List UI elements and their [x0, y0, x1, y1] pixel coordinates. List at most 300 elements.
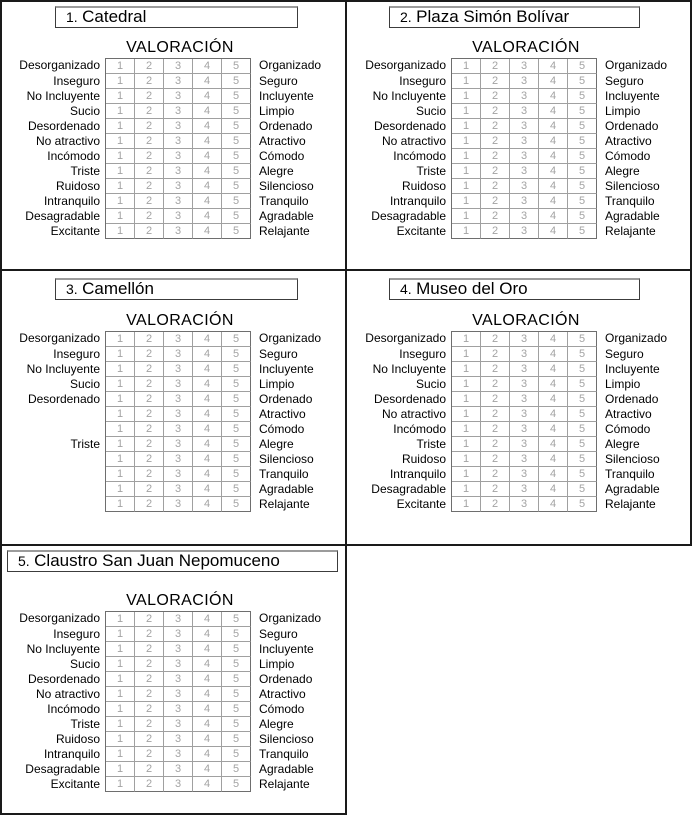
rating-cell[interactable]: 5	[568, 362, 597, 377]
rating-cell[interactable]: 5	[568, 224, 597, 239]
rating-cell[interactable]: 5	[222, 377, 251, 392]
rating-cell[interactable]: 2	[135, 164, 164, 179]
rating-cell[interactable]: 2	[135, 209, 164, 224]
rating-cell[interactable]: 2	[135, 332, 164, 347]
rating-cell[interactable]: 4	[539, 134, 568, 149]
rating-cell[interactable]: 2	[481, 194, 510, 209]
rating-cell[interactable]: 2	[135, 672, 164, 687]
rating-cell[interactable]: 1	[452, 392, 481, 407]
rating-cell[interactable]: 5	[222, 762, 251, 777]
rating-cell[interactable]: 1	[106, 332, 135, 347]
rating-cell[interactable]: 2	[481, 332, 510, 347]
rating-cell[interactable]: 4	[193, 392, 222, 407]
rating-cell[interactable]: 2	[481, 149, 510, 164]
rating-cell[interactable]: 2	[135, 224, 164, 239]
rating-cell[interactable]: 2	[135, 104, 164, 119]
rating-cell[interactable]: 3	[164, 347, 193, 362]
rating-cell[interactable]: 4	[193, 657, 222, 672]
rating-cell[interactable]: 5	[222, 59, 251, 74]
rating-cell[interactable]: 1	[452, 134, 481, 149]
rating-cell[interactable]: 1	[106, 164, 135, 179]
rating-cell[interactable]: 2	[135, 437, 164, 452]
rating-cell[interactable]: 3	[164, 149, 193, 164]
rating-cell[interactable]: 5	[222, 134, 251, 149]
rating-cell[interactable]: 3	[510, 407, 539, 422]
rating-cell[interactable]: 2	[135, 422, 164, 437]
rating-cell[interactable]: 3	[164, 332, 193, 347]
rating-cell[interactable]: 5	[568, 119, 597, 134]
rating-cell[interactable]: 2	[135, 392, 164, 407]
rating-cell[interactable]: 3	[164, 179, 193, 194]
rating-cell[interactable]: 4	[193, 377, 222, 392]
rating-cell[interactable]: 2	[481, 407, 510, 422]
rating-cell[interactable]: 3	[510, 104, 539, 119]
rating-cell[interactable]: 5	[222, 179, 251, 194]
rating-cell[interactable]: 2	[481, 119, 510, 134]
rating-cell[interactable]: 3	[164, 612, 193, 627]
rating-cell[interactable]: 3	[164, 437, 193, 452]
rating-cell[interactable]: 1	[106, 497, 135, 512]
rating-cell[interactable]: 2	[135, 119, 164, 134]
rating-cell[interactable]: 2	[481, 74, 510, 89]
rating-cell[interactable]: 1	[452, 179, 481, 194]
rating-cell[interactable]: 4	[193, 362, 222, 377]
rating-cell[interactable]: 3	[164, 119, 193, 134]
rating-cell[interactable]: 5	[222, 467, 251, 482]
rating-cell[interactable]: 2	[135, 377, 164, 392]
rating-cell[interactable]: 2	[481, 164, 510, 179]
rating-cell[interactable]: 2	[135, 179, 164, 194]
rating-cell[interactable]: 4	[193, 702, 222, 717]
rating-cell[interactable]: 1	[452, 452, 481, 467]
rating-cell[interactable]: 5	[568, 347, 597, 362]
rating-cell[interactable]: 3	[164, 702, 193, 717]
rating-cell[interactable]: 5	[222, 612, 251, 627]
rating-cell[interactable]: 3	[164, 762, 193, 777]
rating-cell[interactable]: 1	[106, 224, 135, 239]
rating-cell[interactable]: 2	[481, 422, 510, 437]
rating-cell[interactable]: 2	[135, 149, 164, 164]
rating-cell[interactable]: 1	[106, 627, 135, 642]
rating-cell[interactable]: 1	[452, 422, 481, 437]
rating-cell[interactable]: 5	[222, 642, 251, 657]
rating-cell[interactable]: 4	[539, 89, 568, 104]
rating-cell[interactable]: 4	[193, 194, 222, 209]
rating-cell[interactable]: 1	[106, 732, 135, 747]
rating-cell[interactable]: 2	[135, 407, 164, 422]
rating-cell[interactable]: 3	[510, 179, 539, 194]
rating-cell[interactable]: 5	[568, 437, 597, 452]
rating-cell[interactable]: 1	[106, 702, 135, 717]
rating-cell[interactable]: 5	[568, 422, 597, 437]
rating-cell[interactable]: 4	[193, 89, 222, 104]
rating-cell[interactable]: 1	[106, 467, 135, 482]
rating-cell[interactable]: 5	[568, 134, 597, 149]
rating-cell[interactable]: 5	[222, 224, 251, 239]
rating-cell[interactable]: 5	[568, 452, 597, 467]
rating-cell[interactable]: 2	[481, 392, 510, 407]
rating-cell[interactable]: 2	[135, 657, 164, 672]
rating-cell[interactable]: 1	[106, 179, 135, 194]
rating-cell[interactable]: 4	[193, 482, 222, 497]
rating-cell[interactable]: 2	[135, 482, 164, 497]
rating-cell[interactable]: 4	[539, 422, 568, 437]
rating-cell[interactable]: 4	[539, 179, 568, 194]
rating-cell[interactable]: 4	[193, 452, 222, 467]
rating-cell[interactable]: 2	[481, 209, 510, 224]
rating-cell[interactable]: 3	[510, 134, 539, 149]
rating-cell[interactable]: 2	[135, 89, 164, 104]
rating-cell[interactable]: 1	[106, 452, 135, 467]
rating-cell[interactable]: 5	[568, 59, 597, 74]
rating-cell[interactable]: 3	[510, 332, 539, 347]
rating-cell[interactable]: 3	[510, 209, 539, 224]
rating-cell[interactable]: 1	[106, 194, 135, 209]
rating-cell[interactable]: 3	[510, 74, 539, 89]
rating-cell[interactable]: 4	[539, 437, 568, 452]
rating-cell[interactable]: 4	[193, 224, 222, 239]
rating-cell[interactable]: 5	[222, 702, 251, 717]
rating-cell[interactable]: 3	[510, 149, 539, 164]
rating-cell[interactable]: 2	[135, 777, 164, 792]
rating-cell[interactable]: 2	[481, 347, 510, 362]
rating-cell[interactable]: 2	[481, 467, 510, 482]
rating-cell[interactable]: 4	[193, 777, 222, 792]
rating-cell[interactable]: 1	[106, 612, 135, 627]
rating-cell[interactable]: 4	[539, 497, 568, 512]
rating-cell[interactable]: 3	[164, 194, 193, 209]
rating-cell[interactable]: 4	[539, 347, 568, 362]
rating-cell[interactable]: 3	[510, 362, 539, 377]
rating-cell[interactable]: 3	[510, 482, 539, 497]
rating-cell[interactable]: 1	[106, 422, 135, 437]
rating-cell[interactable]: 2	[481, 104, 510, 119]
rating-cell[interactable]: 3	[164, 59, 193, 74]
rating-cell[interactable]: 2	[135, 467, 164, 482]
rating-cell[interactable]: 5	[568, 179, 597, 194]
rating-cell[interactable]: 1	[106, 672, 135, 687]
rating-cell[interactable]: 1	[452, 407, 481, 422]
rating-cell[interactable]: 2	[135, 497, 164, 512]
rating-cell[interactable]: 3	[164, 717, 193, 732]
rating-cell[interactable]: 4	[539, 164, 568, 179]
rating-cell[interactable]: 2	[135, 362, 164, 377]
rating-cell[interactable]: 5	[222, 717, 251, 732]
rating-cell[interactable]: 5	[568, 332, 597, 347]
rating-cell[interactable]: 4	[193, 422, 222, 437]
rating-cell[interactable]: 4	[193, 164, 222, 179]
rating-cell[interactable]: 3	[164, 377, 193, 392]
rating-cell[interactable]: 3	[164, 422, 193, 437]
rating-cell[interactable]: 3	[164, 209, 193, 224]
rating-cell[interactable]: 5	[222, 497, 251, 512]
rating-cell[interactable]: 3	[510, 119, 539, 134]
rating-cell[interactable]: 3	[510, 59, 539, 74]
rating-cell[interactable]: 2	[135, 642, 164, 657]
rating-cell[interactable]: 3	[164, 362, 193, 377]
rating-cell[interactable]: 3	[510, 89, 539, 104]
rating-cell[interactable]: 1	[452, 74, 481, 89]
rating-cell[interactable]: 4	[193, 347, 222, 362]
rating-cell[interactable]: 5	[568, 377, 597, 392]
rating-cell[interactable]: 1	[106, 362, 135, 377]
rating-cell[interactable]: 1	[106, 119, 135, 134]
rating-cell[interactable]: 5	[222, 482, 251, 497]
rating-cell[interactable]: 5	[222, 732, 251, 747]
rating-cell[interactable]: 4	[193, 437, 222, 452]
rating-cell[interactable]: 4	[539, 59, 568, 74]
rating-cell[interactable]: 4	[539, 104, 568, 119]
rating-cell[interactable]: 1	[452, 437, 481, 452]
rating-cell[interactable]: 1	[106, 377, 135, 392]
rating-cell[interactable]: 4	[539, 332, 568, 347]
rating-cell[interactable]: 1	[452, 332, 481, 347]
rating-cell[interactable]: 1	[452, 59, 481, 74]
rating-cell[interactable]: 3	[164, 687, 193, 702]
rating-cell[interactable]: 5	[568, 149, 597, 164]
rating-cell[interactable]: 4	[193, 747, 222, 762]
rating-cell[interactable]: 2	[135, 717, 164, 732]
rating-cell[interactable]: 5	[222, 89, 251, 104]
rating-cell[interactable]: 1	[106, 777, 135, 792]
rating-cell[interactable]: 5	[222, 362, 251, 377]
rating-cell[interactable]: 4	[539, 149, 568, 164]
rating-cell[interactable]: 2	[481, 497, 510, 512]
rating-cell[interactable]: 5	[222, 747, 251, 762]
rating-cell[interactable]: 5	[222, 164, 251, 179]
rating-cell[interactable]: 3	[164, 657, 193, 672]
rating-cell[interactable]: 5	[222, 777, 251, 792]
rating-cell[interactable]: 3	[164, 747, 193, 762]
rating-cell[interactable]: 4	[539, 377, 568, 392]
rating-cell[interactable]: 5	[568, 482, 597, 497]
rating-cell[interactable]: 4	[539, 194, 568, 209]
rating-cell[interactable]: 3	[164, 467, 193, 482]
rating-cell[interactable]: 1	[452, 119, 481, 134]
rating-cell[interactable]: 5	[568, 89, 597, 104]
rating-cell[interactable]: 4	[193, 179, 222, 194]
rating-cell[interactable]: 2	[135, 612, 164, 627]
rating-cell[interactable]: 2	[135, 702, 164, 717]
rating-cell[interactable]: 3	[164, 627, 193, 642]
rating-cell[interactable]: 4	[193, 642, 222, 657]
rating-cell[interactable]: 4	[193, 717, 222, 732]
rating-cell[interactable]: 5	[222, 119, 251, 134]
rating-cell[interactable]: 5	[222, 392, 251, 407]
rating-cell[interactable]: 3	[164, 164, 193, 179]
rating-cell[interactable]: 5	[568, 194, 597, 209]
rating-cell[interactable]: 2	[481, 437, 510, 452]
rating-cell[interactable]: 4	[539, 452, 568, 467]
rating-cell[interactable]: 2	[135, 732, 164, 747]
rating-cell[interactable]: 1	[452, 362, 481, 377]
rating-cell[interactable]: 4	[193, 119, 222, 134]
rating-cell[interactable]: 3	[164, 452, 193, 467]
rating-cell[interactable]: 4	[193, 407, 222, 422]
rating-cell[interactable]: 5	[222, 687, 251, 702]
rating-cell[interactable]: 5	[222, 347, 251, 362]
rating-cell[interactable]: 4	[193, 149, 222, 164]
rating-cell[interactable]: 5	[222, 74, 251, 89]
rating-cell[interactable]: 4	[193, 332, 222, 347]
rating-cell[interactable]: 3	[164, 777, 193, 792]
rating-cell[interactable]: 1	[452, 164, 481, 179]
rating-cell[interactable]: 5	[568, 104, 597, 119]
rating-cell[interactable]: 5	[222, 657, 251, 672]
rating-cell[interactable]: 4	[193, 672, 222, 687]
rating-cell[interactable]: 5	[222, 437, 251, 452]
rating-cell[interactable]: 2	[481, 452, 510, 467]
rating-cell[interactable]: 1	[106, 437, 135, 452]
rating-cell[interactable]: 3	[164, 497, 193, 512]
rating-cell[interactable]: 5	[222, 672, 251, 687]
rating-cell[interactable]: 1	[452, 149, 481, 164]
rating-cell[interactable]: 2	[481, 179, 510, 194]
rating-cell[interactable]: 2	[135, 59, 164, 74]
rating-cell[interactable]: 4	[193, 687, 222, 702]
rating-cell[interactable]: 5	[222, 104, 251, 119]
rating-cell[interactable]: 1	[452, 224, 481, 239]
rating-cell[interactable]: 1	[452, 89, 481, 104]
rating-cell[interactable]: 4	[539, 224, 568, 239]
rating-cell[interactable]: 2	[481, 482, 510, 497]
rating-cell[interactable]: 4	[193, 732, 222, 747]
rating-cell[interactable]: 3	[164, 392, 193, 407]
rating-cell[interactable]: 2	[481, 59, 510, 74]
rating-cell[interactable]: 3	[510, 497, 539, 512]
rating-cell[interactable]: 5	[222, 407, 251, 422]
rating-cell[interactable]: 1	[106, 687, 135, 702]
rating-cell[interactable]: 1	[106, 717, 135, 732]
rating-cell[interactable]: 1	[452, 377, 481, 392]
rating-cell[interactable]: 4	[539, 407, 568, 422]
rating-cell[interactable]: 4	[193, 627, 222, 642]
rating-cell[interactable]: 4	[539, 392, 568, 407]
rating-cell[interactable]: 2	[481, 362, 510, 377]
rating-cell[interactable]: 5	[568, 209, 597, 224]
rating-cell[interactable]: 1	[452, 209, 481, 224]
rating-cell[interactable]: 4	[193, 612, 222, 627]
rating-cell[interactable]: 1	[452, 467, 481, 482]
rating-cell[interactable]: 4	[193, 762, 222, 777]
rating-cell[interactable]: 3	[510, 392, 539, 407]
rating-cell[interactable]: 3	[510, 224, 539, 239]
rating-cell[interactable]: 1	[106, 89, 135, 104]
rating-cell[interactable]: 2	[481, 134, 510, 149]
rating-cell[interactable]: 3	[510, 347, 539, 362]
rating-cell[interactable]: 4	[193, 497, 222, 512]
rating-cell[interactable]: 5	[222, 452, 251, 467]
rating-cell[interactable]: 1	[106, 347, 135, 362]
rating-cell[interactable]: 5	[222, 209, 251, 224]
rating-cell[interactable]: 3	[510, 377, 539, 392]
rating-cell[interactable]: 3	[510, 194, 539, 209]
rating-cell[interactable]: 1	[106, 762, 135, 777]
rating-cell[interactable]: 1	[106, 747, 135, 762]
rating-cell[interactable]: 1	[106, 104, 135, 119]
rating-cell[interactable]: 5	[568, 497, 597, 512]
rating-cell[interactable]: 5	[568, 467, 597, 482]
rating-cell[interactable]: 3	[164, 89, 193, 104]
rating-cell[interactable]: 4	[539, 74, 568, 89]
rating-cell[interactable]: 1	[452, 347, 481, 362]
rating-cell[interactable]: 5	[222, 332, 251, 347]
rating-cell[interactable]: 5	[568, 74, 597, 89]
rating-cell[interactable]: 3	[164, 134, 193, 149]
rating-cell[interactable]: 4	[193, 74, 222, 89]
rating-cell[interactable]: 3	[164, 482, 193, 497]
rating-cell[interactable]: 1	[106, 149, 135, 164]
rating-cell[interactable]: 1	[106, 657, 135, 672]
rating-cell[interactable]: 5	[222, 422, 251, 437]
rating-cell[interactable]: 5	[222, 627, 251, 642]
rating-cell[interactable]: 1	[452, 194, 481, 209]
rating-cell[interactable]: 3	[164, 732, 193, 747]
rating-cell[interactable]: 2	[135, 762, 164, 777]
rating-cell[interactable]: 1	[106, 482, 135, 497]
rating-cell[interactable]: 4	[539, 119, 568, 134]
rating-cell[interactable]: 3	[164, 407, 193, 422]
rating-cell[interactable]: 1	[106, 74, 135, 89]
rating-cell[interactable]: 5	[568, 392, 597, 407]
rating-cell[interactable]: 1	[452, 497, 481, 512]
rating-cell[interactable]: 1	[106, 134, 135, 149]
rating-cell[interactable]: 3	[164, 74, 193, 89]
rating-cell[interactable]: 4	[539, 467, 568, 482]
rating-cell[interactable]: 1	[106, 59, 135, 74]
rating-cell[interactable]: 4	[539, 482, 568, 497]
rating-cell[interactable]: 2	[135, 74, 164, 89]
rating-cell[interactable]: 3	[164, 104, 193, 119]
rating-cell[interactable]: 4	[193, 209, 222, 224]
rating-cell[interactable]: 4	[193, 134, 222, 149]
rating-cell[interactable]: 5	[222, 194, 251, 209]
rating-cell[interactable]: 2	[135, 347, 164, 362]
rating-cell[interactable]: 5	[222, 149, 251, 164]
rating-cell[interactable]: 4	[539, 209, 568, 224]
rating-cell[interactable]: 2	[481, 377, 510, 392]
rating-cell[interactable]: 3	[510, 164, 539, 179]
rating-cell[interactable]: 1	[106, 642, 135, 657]
rating-cell[interactable]: 4	[539, 362, 568, 377]
rating-cell[interactable]: 2	[135, 627, 164, 642]
rating-cell[interactable]: 3	[510, 467, 539, 482]
rating-cell[interactable]: 2	[135, 687, 164, 702]
rating-cell[interactable]: 3	[510, 452, 539, 467]
rating-cell[interactable]: 1	[106, 407, 135, 422]
rating-cell[interactable]: 1	[452, 104, 481, 119]
rating-cell[interactable]: 2	[481, 224, 510, 239]
rating-cell[interactable]: 2	[135, 747, 164, 762]
rating-cell[interactable]: 2	[481, 89, 510, 104]
rating-cell[interactable]: 3	[510, 422, 539, 437]
rating-cell[interactable]: 2	[135, 134, 164, 149]
rating-cell[interactable]: 2	[135, 452, 164, 467]
rating-cell[interactable]: 3	[510, 437, 539, 452]
rating-cell[interactable]: 3	[164, 642, 193, 657]
rating-cell[interactable]: 3	[164, 224, 193, 239]
rating-cell[interactable]: 1	[106, 209, 135, 224]
rating-cell[interactable]: 1	[452, 482, 481, 497]
rating-cell[interactable]: 5	[568, 407, 597, 422]
rating-cell[interactable]: 5	[568, 164, 597, 179]
rating-cell[interactable]: 3	[164, 672, 193, 687]
rating-cell[interactable]: 4	[193, 467, 222, 482]
rating-cell[interactable]: 2	[135, 194, 164, 209]
rating-cell[interactable]: 1	[106, 392, 135, 407]
rating-cell[interactable]: 4	[193, 104, 222, 119]
rating-cell[interactable]: 4	[193, 59, 222, 74]
